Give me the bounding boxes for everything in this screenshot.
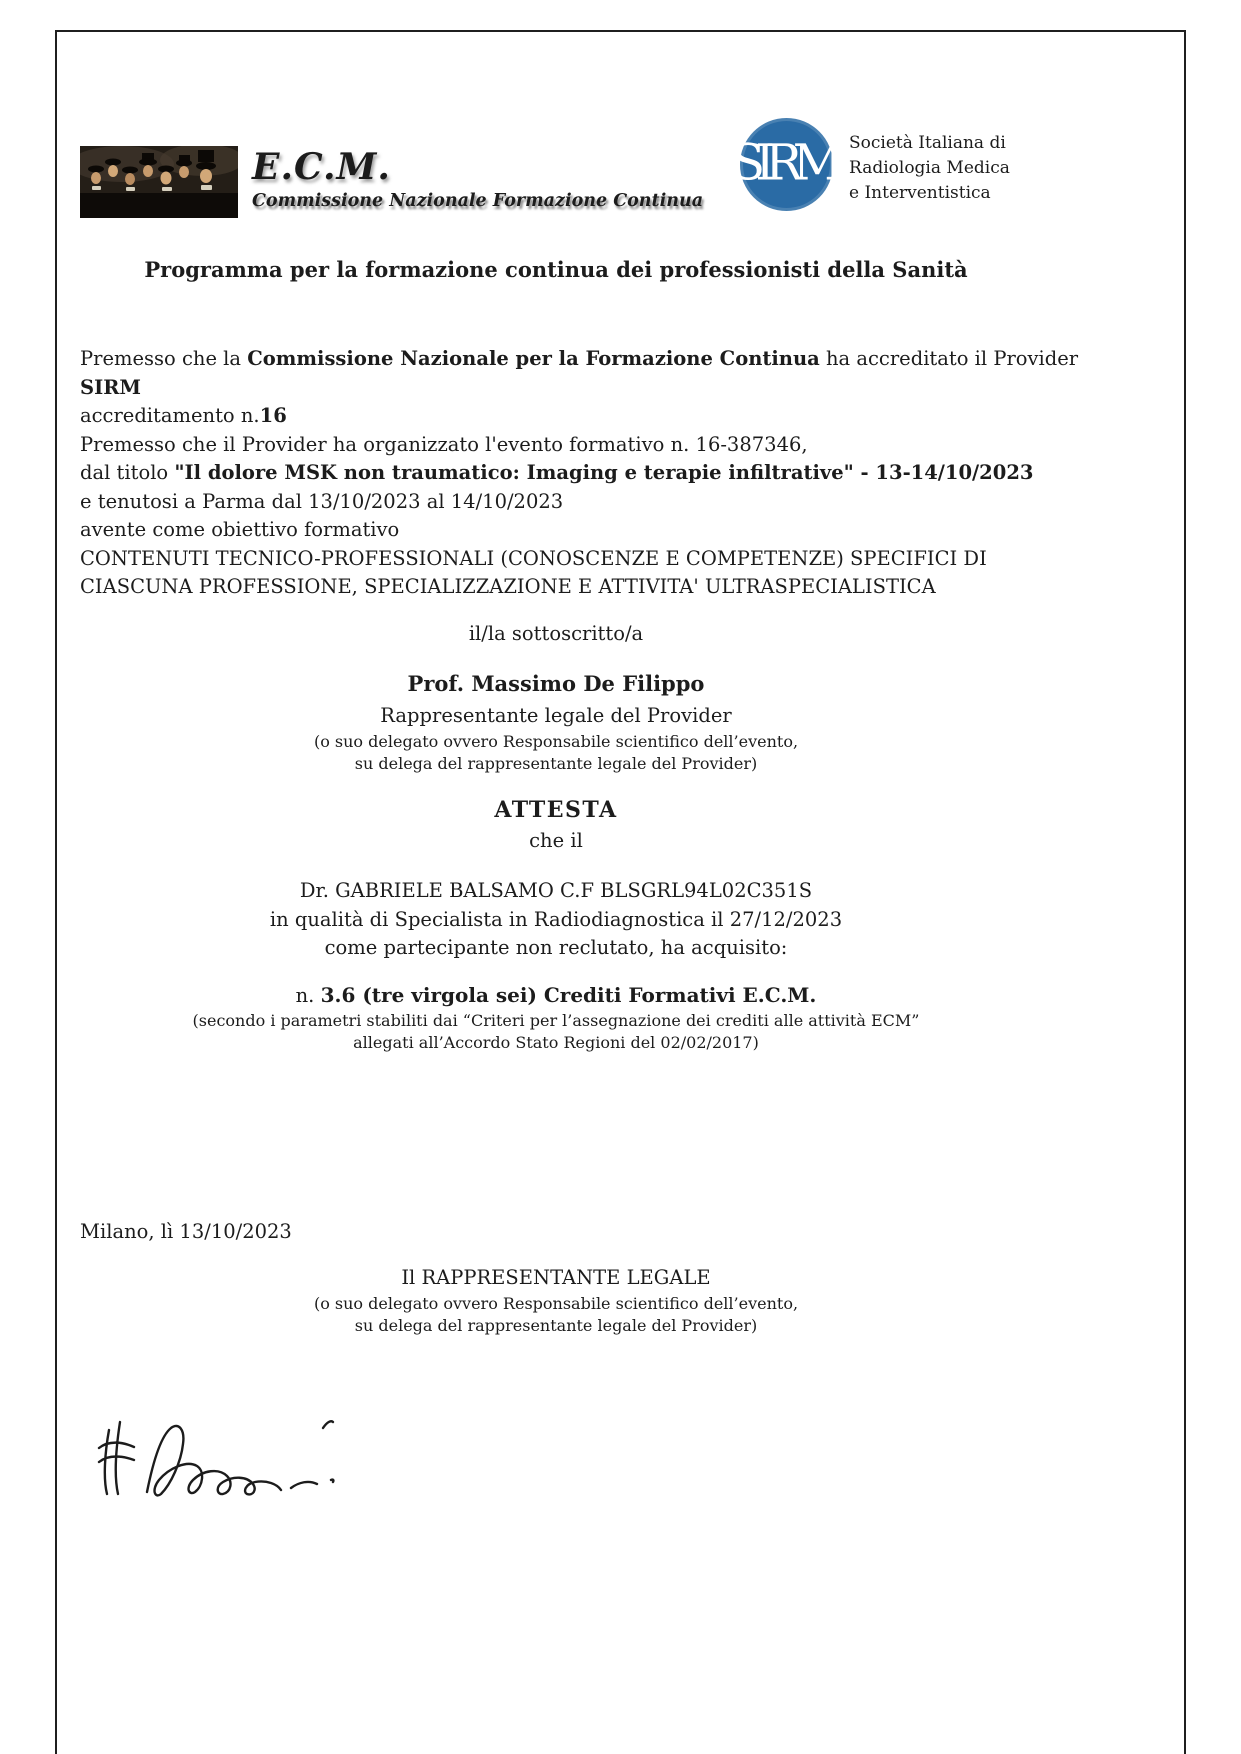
- provider-name: SIRM: [80, 375, 141, 399]
- delegate-note-line: su delega del rappresentante legale del Provider): [354, 753, 758, 773]
- credits-line: [80, 981, 1032, 1010]
- legal-representative-heading: Il RAPPRESENTANTE LEGALE: [401, 1266, 711, 1289]
- recipient-name-line: Dr. GABRIELE BALSAMO C.F BLSGRL94L02C351S: [299, 879, 813, 902]
- certificate-content: [80, 0, 1079, 1337]
- sirm-logo-letters: SIRM: [730, 133, 834, 192]
- credits-prefix: n.: [295, 983, 321, 1007]
- ecm-subtitle: Commissione Nazionale Formazione Continua: [252, 191, 704, 211]
- ecm-title: E.C.M.: [252, 146, 391, 188]
- recipient-participation-line: come partecipante non reclutato, ha acquisito:: [324, 936, 788, 959]
- credits-note-line: allegati all’Accordo Stato Regioni del 02/02/2017): [353, 1032, 759, 1052]
- signature: [95, 1390, 345, 1515]
- page-title: Programma per la formazione continua dei professionisti della Sanità: [144, 257, 968, 282]
- event-title-line: [80, 459, 1032, 488]
- premise-text: dal titolo: [80, 461, 175, 484]
- attests-heading: ATTESTA: [494, 796, 618, 823]
- recipient-qualification-line: in qualità di Specialista in Radiodiagnostica il 27/12/2023: [269, 907, 843, 931]
- credits-note-line: (secondo i parametri stabiliti dai “Criteri per l’assegnazione dei crediti alle attività ECM”: [192, 1010, 920, 1030]
- premise-line: [80, 345, 1079, 374]
- premise-text: Premesso che la: [80, 347, 248, 370]
- delegate-note-line: su delega del rappresentante legale del Provider): [354, 1315, 758, 1335]
- accreditation-number: 16: [259, 404, 287, 427]
- credits-value: 3.6 (tre virgola sei) Crediti Formativi E.C.M.: [320, 982, 817, 1007]
- commission-name: Commissione Nazionale per la Formazione Continua: [247, 347, 820, 370]
- legal-representative-name: Prof. Massimo De Filippo: [407, 671, 705, 696]
- objective-line: CONTENUTI TECNICO-PROFESSIONALI (CONOSCENZE E COMPETENZE) SPECIFICI DI: [80, 546, 987, 570]
- objective-intro-line: avente come obiettivo formativo: [80, 518, 400, 541]
- accreditation-line: [80, 402, 1032, 431]
- premise-text: ha accreditato il Provider: [819, 347, 1079, 370]
- sirm-org-name-line: Radiologia Medica: [849, 158, 1010, 178]
- place-and-date: Milano, lì 13/10/2023: [80, 1219, 292, 1243]
- sirm-org-name-line: Società Italiana di: [849, 133, 1006, 153]
- event-number-line: Premesso che il Provider ha organizzato l'evento formativo n. 16-387346,: [80, 432, 808, 456]
- delegate-note-line: (o suo delegato ovvero Responsabile scientifico dell’evento,: [313, 1293, 799, 1313]
- objective-line: CIASCUNA PROFESSIONE, SPECIALIZZAZIONE E ATTIVITA' ULTRASPECIALISTICA: [80, 575, 936, 598]
- premise-text: accreditamento n.: [80, 404, 260, 427]
- premises-section: [80, 345, 1079, 602]
- that-the-text: che il: [529, 828, 583, 852]
- legal-representative-role: Rappresentante legale del Provider: [380, 704, 732, 727]
- event-location-line: e tenutosi a Parma dal 13/10/2023 al 14/10/2023: [80, 489, 564, 513]
- delegate-note-line: (o suo delegato ovvero Responsabile scientifico dell’evento,: [313, 731, 799, 751]
- undersigned-intro: il/la sottoscritto/a: [468, 621, 644, 645]
- event-title: "Il dolore MSK non traumatico: Imaging e terapie infiltrative" - 13-14/10/2023: [174, 461, 1034, 484]
- sirm-org-name-line: e Interventistica: [849, 183, 991, 203]
- recipient-section: [80, 877, 1032, 963]
